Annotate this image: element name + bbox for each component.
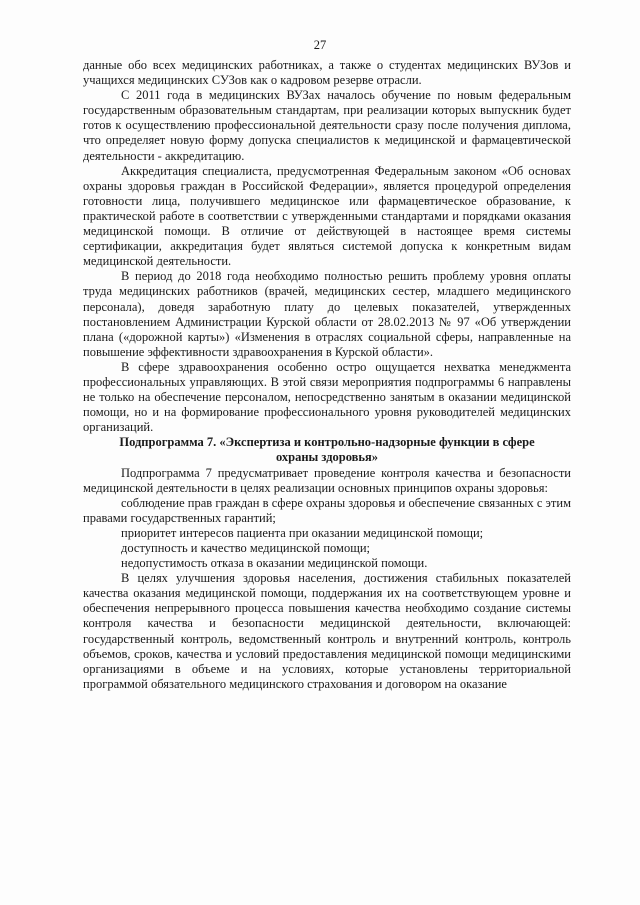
paragraph: С 2011 года в медицинских ВУЗах началось обучение по новым федеральным государственным образовательным стандартам, при реализации которых выпускник будет готов к осуществлению профессиональной деятельности сразу после получения диплома, что определяет новую форму допуска специалистов к медицинской и фармацевтической деятельности - аккредитацию. xyxy=(83,88,571,163)
list-item: соблюдение прав граждан в сфере охраны здоровья и обеспечение связанных с этим правами государственных гарантий; xyxy=(83,495,571,525)
list-item: недопустимость отказа в оказании медицинской помощи. xyxy=(121,556,428,571)
page-body xyxy=(83,58,571,692)
paragraph: данные обо всех медицинских работниках, а также о студентах медицинских ВУЗов и учащихся медицинских СУЗов как о кадровом резерве отрасли. xyxy=(83,58,571,88)
paragraph: В целях улучшения здоровья населения, достижения стабильных показателей качества оказания медицинской помощи, поддержания их на соответствующем уровне и обеспечения непрерывного процесса повышения качества необходимо создание системы контроля качества и безопасности медицинской деятельности, включающей: государственный контроль, ведомственный контроль и внутренний контроль, контроль объемов, сроков, качества и условий предоставления медицинской помощи медицинскими организациями в объеме и на условиях, которые установлены территориальной программой обязательного медицинского страхования и договором на оказание xyxy=(83,571,571,691)
paragraph: В период до 2018 года необходимо полностью решить проблему уровня оплаты труда медицинских работников (врачей, медицинских сестер, младшего медицинского персонала), доведя заработную плату до целевых показателей, утвержденных постановлением Администрации Курской области от 28.02.2013 № 97 «Об утверждении плана («дорожной карты») «Изменения в отраслях социальной сферы, направленные на повышение эффективности здравоохранения в Курской области». xyxy=(83,269,571,359)
subprogram-heading: Подпрограмма 7. «Экспертиза и контрольно-надзорные функции в сфере охраны здоровья» xyxy=(119,435,535,465)
paragraph: Аккредитация специалиста, предусмотренная Федеральным законом «Об основах охраны здоровья граждан в Российской Федерации», является процедурой определения готовности лица, получившего медицинское или фармацевтическое образование, к практической работе в соответствии с утвержденными стандартами и порядками оказания медицинской помощи. В отличие от действующей в настоящее время системы сертификации, аккредитация будет являться системой допуска к конкретным видам медицинской деятельности. xyxy=(83,163,571,269)
paragraph: Подпрограмма 7 предусматривает проведение контроля качества и безопасности медицинской деятельности в целях реализации основных принципов охраны здоровья: xyxy=(83,465,571,495)
page-number: 27 xyxy=(313,38,327,52)
list-item: приоритет интересов пациента при оказании медицинской помощи; xyxy=(121,525,484,540)
list-item: доступность и качество медицинской помощи; xyxy=(121,541,370,555)
paragraph: В сфере здравоохранения особенно остро ощущается нехватка менеджмента профессиональных управляющих. В этой связи мероприятия подпрограммы 6 направлены не только на обеспечение персоналом, непосредственно занятым в оказании медицинской помощи, но и на формирование профессионального уровня руководителей медицинских организаций. xyxy=(83,359,571,435)
